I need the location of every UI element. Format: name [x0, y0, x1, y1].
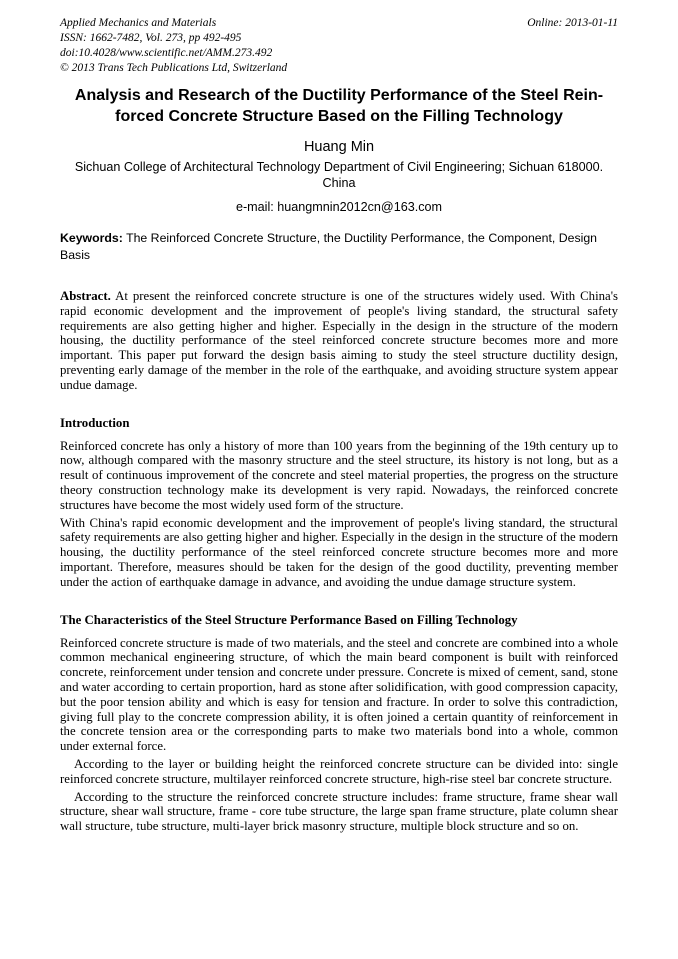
- doi-line: doi:10.4028/www.scientific.net/AMM.273.492: [60, 47, 273, 59]
- paper-title: [0, 85, 678, 127]
- section-heading-characteristics: The Characteristics of the Steel Structure Performance Based on Filling Technology: [60, 612, 518, 627]
- affiliation-line-1: Sichuan College of Architectural Technology Department of Civil Engineering; Sichuan 618000.: [74, 160, 604, 174]
- characteristics-paragraph-1: Reinforced concrete structure is made of two materials, and the steel and concrete are combined into a whole common mechanical engineering structure, of which the main beard component is built with reinforced concrete, reinforcement under tension and concrete under pressure. Concrete is mixed of cement, sand, stone and water according to certain proportion, hard as stone after solidification, with good compression capacity, but the poor tension ability and which is easy for tension and fracture. In order to solve this contradiction, giving full play to the concrete compression ability, it is often joined a certain quantity of reinforcement in the concrete tension area or the corresponding parts to make two materials bond into a whole, common under external force.: [60, 635, 618, 754]
- keywords-block: [60, 230, 618, 264]
- abstract-text: At present the reinforced concrete structure is one of the structures widely used. With China's rapid economic development and the improvement of people's living standard, the structural safety requirements are also getting higher and higher. Especially in the design in the structure of the modern housing, the ductility performance of the steel reinforced concrete structure becomes more and more important. This paper put forward the design basis aiming to study the steel structure ductility design, preventing early damage of the member in the role of the earthquake, and avoiding structure system appear undue damage.: [60, 289, 618, 392]
- paper-title-line-1: Analysis and Research of the Ductility Performance of the Steel Rein-: [74, 87, 604, 104]
- issn-volume-pages-line: ISSN: 1662-7482, Vol. 273, pp 492-495: [60, 32, 242, 44]
- journal-name: Applied Mechanics and Materials: [60, 17, 217, 29]
- keywords-text: The Reinforced Concrete Structure, the Ductility Performance, the Component, Design Basis: [60, 231, 597, 262]
- abstract-label: Abstract.: [60, 289, 111, 303]
- journal-info-block: [60, 16, 287, 76]
- keywords-label: Keywords:: [60, 231, 123, 245]
- author-name: Huang Min: [303, 139, 375, 155]
- section-heading-introduction: Introduction: [60, 415, 130, 430]
- author-email: e-mail: huangmnin2012cn@163.com: [235, 200, 442, 214]
- paper-title-line-2: forced Concrete Structure Based on the Filling Technology: [115, 108, 563, 125]
- online-date: Online: 2013-01-11: [527, 17, 618, 29]
- journal-header: [60, 16, 618, 76]
- introduction-paragraph-1: Reinforced concrete has only a history of more than 100 years from the beginning of the 19th century up to now, although compared with the masonry structure and the steel structure, its history is not long, but as a result of continuous improvement of the concrete and steel material properties, the progress on the structure theory construction technology make its development is very rapid. Nowadays, the reinforced concrete structures have become the most widely used form of the structure.: [60, 438, 618, 512]
- affiliation-line-2: China: [322, 175, 356, 190]
- affiliation-block: [0, 160, 678, 191]
- copyright-line: © 2013 Trans Tech Publications Ltd, Switzerland: [60, 62, 288, 74]
- introduction-paragraph-2: With China's rapid economic development and the improvement of people's living standard, the structural safety requirements are also getting higher and higher. Especially in the design in the structure of the modern housing, the ductility performance of the steel reinforced concrete structure becomes more and more important. Therefore, measures should be taken for the design of the good ductility, preventing member under the action of earthquake damage in advance, and avoiding the undue damage structure system.: [60, 515, 618, 589]
- characteristics-paragraph-3: According to the structure the reinforced concrete structure includes: frame structure, frame shear wall structure, shear wall structure, frame - core tube structure, the large span frame structure, plate column shear wall structure, tube structure, multi-layer brick masonry structure, multiple block structure and so on.: [60, 789, 618, 834]
- characteristics-paragraph-2: According to the layer or building height the reinforced concrete structure can be divided into: single reinforced concrete structure, multilayer reinforced concrete structure, high-rise steel bar concrete structure.: [60, 756, 618, 786]
- abstract-block: [60, 289, 618, 393]
